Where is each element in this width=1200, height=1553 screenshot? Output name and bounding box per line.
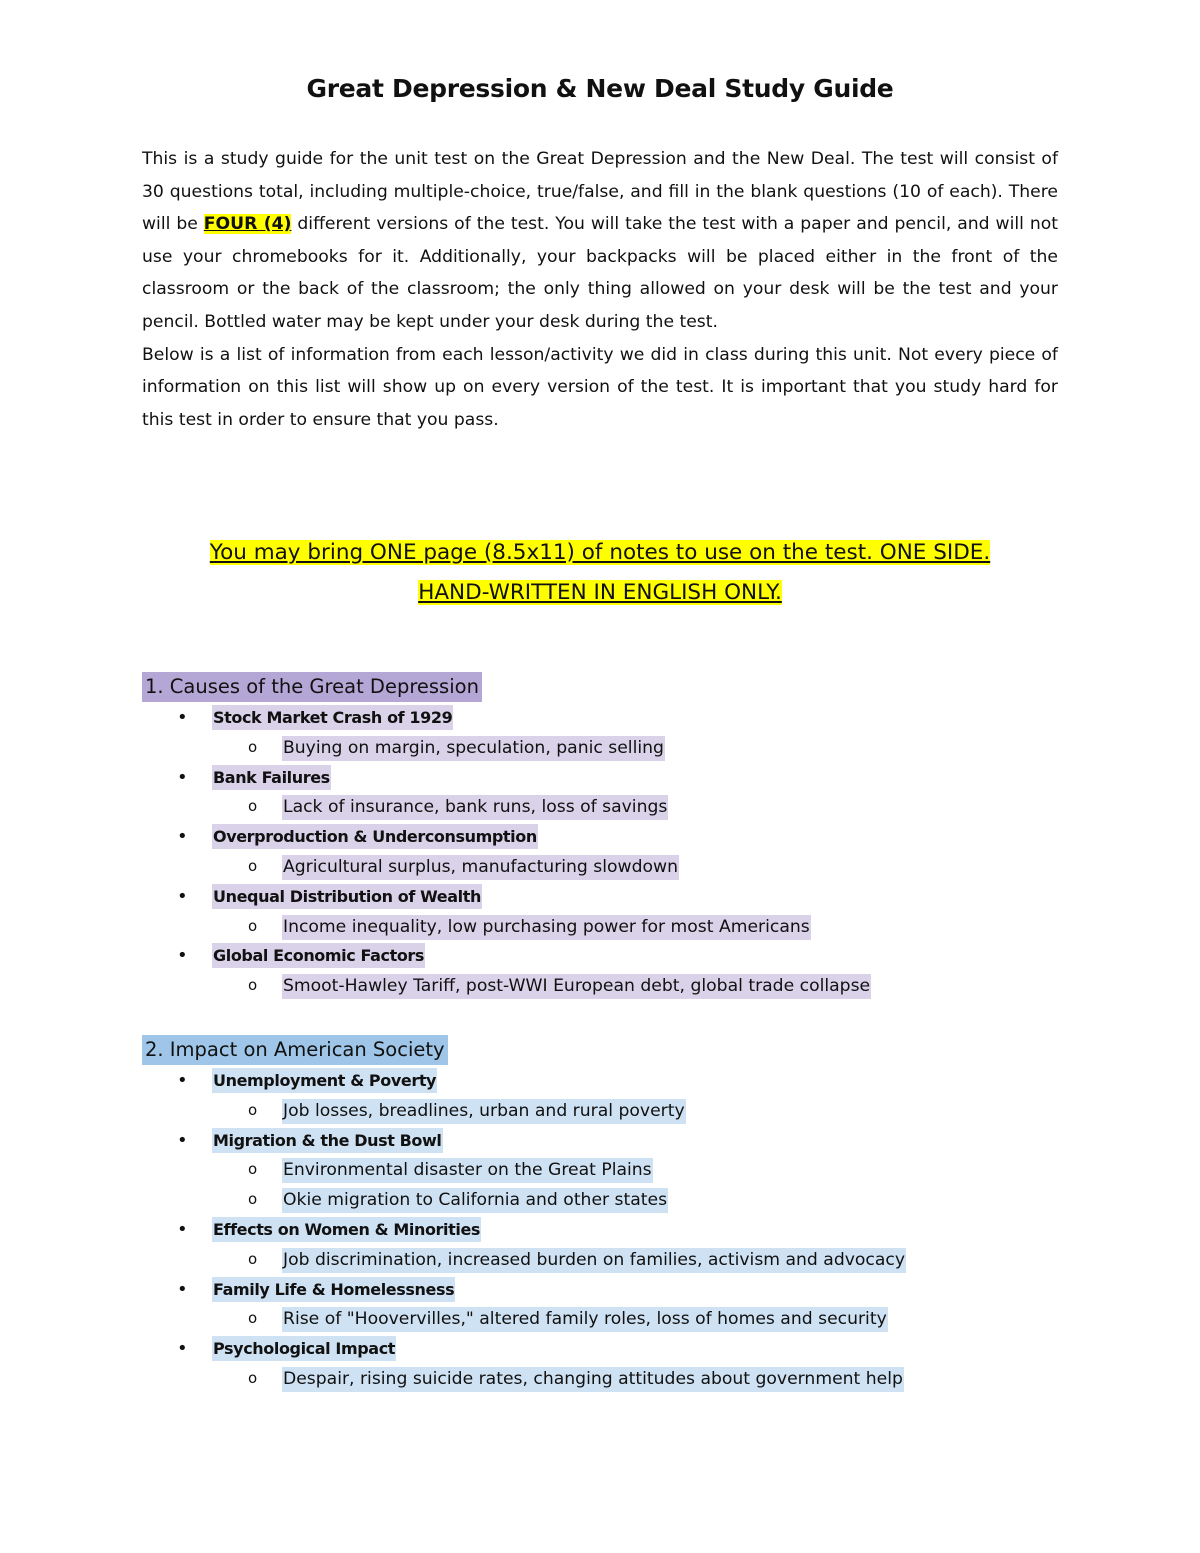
detail-list — [212, 792, 1092, 822]
section-impact — [142, 1035, 1092, 1394]
detail-item — [212, 733, 1092, 763]
detail-text: Okie migration to California and other states — [282, 1188, 668, 1213]
detail-list — [212, 1245, 1092, 1275]
detail-list — [212, 1364, 1092, 1394]
topic-label: Migration & the Dust Bowl — [212, 1128, 443, 1153]
detail-item — [212, 1245, 1092, 1275]
detail-text: Buying on margin, speculation, panic selling — [282, 736, 665, 761]
list-item — [142, 1275, 1092, 1335]
topic-label: Global Economic Factors — [212, 943, 425, 968]
detail-item — [212, 1096, 1092, 1126]
list-item — [142, 763, 1092, 823]
notes-notice — [0, 533, 1200, 613]
detail-item — [212, 971, 1092, 1001]
list-item — [142, 822, 1092, 882]
section-causes — [142, 672, 1092, 1001]
detail-item — [212, 1364, 1092, 1394]
detail-text: Environmental disaster on the Great Plains — [282, 1158, 653, 1183]
detail-text: Smoot-Hawley Tariff, post-WWI European debt, global trade collapse — [282, 974, 871, 999]
intro-paragraph-2: Below is a list of information from each lesson/activity we did in class during this unit. Not every piece of information on this list will show up on every version of the test. It is important that you study hard for this test in order to ensure that you pass. — [142, 344, 1058, 430]
page-title: Great Depression & New Deal Study Guide — [306, 74, 894, 103]
detail-text: Job discrimination, increased burden on families, activism and advocacy — [282, 1248, 906, 1273]
detail-list — [212, 852, 1092, 882]
topic-list — [142, 703, 1092, 1001]
intro-paragraph-1 — [142, 143, 1058, 339]
detail-item — [212, 852, 1092, 882]
detail-text: Lack of insurance, bank runs, loss of savings — [282, 795, 668, 820]
topic-label: Unemployment & Poverty — [212, 1068, 437, 1093]
detail-text: Job losses, breadlines, urban and rural poverty — [282, 1099, 686, 1124]
versions-highlight: FOUR (4) — [203, 214, 292, 235]
notes-notice-line-2: HAND-WRITTEN IN ENGLISH ONLY. — [418, 580, 782, 605]
list-item — [142, 941, 1092, 1001]
topic-label: Psychological Impact — [212, 1336, 396, 1361]
list-item — [142, 1215, 1092, 1275]
topic-list — [142, 1066, 1092, 1394]
list-item — [142, 1066, 1092, 1126]
detail-text: Income inequality, low purchasing power for most Americans — [282, 915, 811, 940]
detail-item — [212, 792, 1092, 822]
list-item — [142, 882, 1092, 942]
topic-label: Unequal Distribution of Wealth — [212, 884, 482, 909]
detail-list — [212, 1304, 1092, 1334]
topic-label: Stock Market Crash of 1929 — [212, 705, 453, 730]
intro-p1-after: different versions of the test. You will take the test with a paper and pencil, and will not use your chromebooks for it. Additionally, your backpacks will be placed either in the front of the classroom or the back of the classroom; the only thing allowed on your desk will be the test and your pencil. Bottled water may be kept under your desk during the test. — [142, 214, 1059, 332]
detail-list — [212, 733, 1092, 763]
section-title: 1. Causes of the Great Depression — [142, 672, 482, 702]
list-item — [142, 1126, 1092, 1215]
topic-label: Bank Failures — [212, 765, 331, 790]
topic-label: Family Life & Homelessness — [212, 1277, 455, 1302]
section-title: 2. Impact on American Society — [142, 1035, 448, 1065]
detail-list — [212, 912, 1092, 942]
detail-item — [212, 1155, 1092, 1185]
notes-notice-line-1: You may bring ONE page (8.5x11) of notes to use on the test. ONE SIDE. — [209, 540, 991, 565]
detail-text: Despair, rising suicide rates, changing attitudes about government help — [282, 1367, 904, 1392]
intro-text — [142, 143, 1058, 436]
list-item — [142, 1334, 1092, 1394]
topic-label: Overproduction & Underconsumption — [212, 824, 538, 849]
list-item — [142, 703, 1092, 763]
detail-item — [212, 1304, 1092, 1334]
detail-text: Agricultural surplus, manufacturing slowdown — [282, 855, 679, 880]
intro-p1-before: This is a study guide for the unit test on the Great Depression and the New Deal. The test will consist of 30 questions total, including multiple-choice, true/false, and fill in the blank questions (10 of each). There will be — [142, 149, 1058, 235]
detail-text: Rise of "Hoovervilles," altered family roles, loss of homes and security — [282, 1307, 888, 1332]
detail-list — [212, 971, 1092, 1001]
detail-item — [212, 912, 1092, 942]
detail-list — [212, 1155, 1092, 1215]
topic-label: Effects on Women & Minorities — [212, 1217, 481, 1242]
detail-list — [212, 1096, 1092, 1126]
detail-item — [212, 1185, 1092, 1215]
